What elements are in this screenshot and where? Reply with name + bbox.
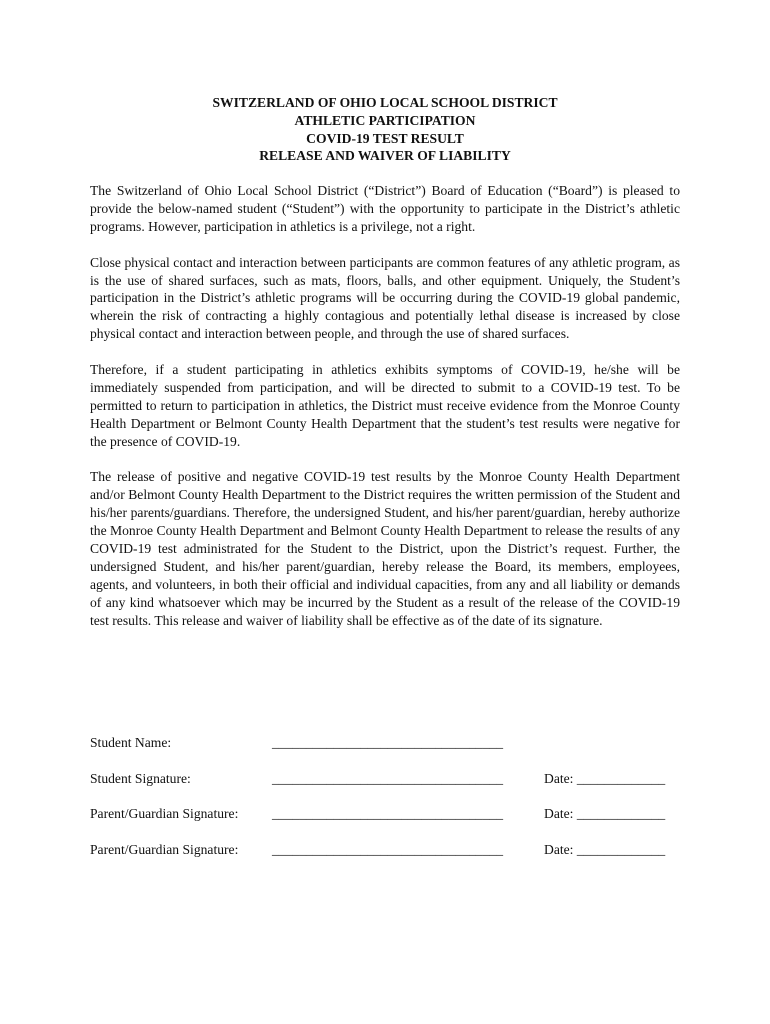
parent-date-1 [544, 806, 665, 822]
date-label: Date: [544, 806, 574, 821]
parent-signature-label-1: Parent/Guardian Signature: [90, 806, 239, 821]
parent-date-field-1[interactable]: _____________ [576, 806, 666, 821]
program-title: ATHLETIC PARTICIPATION [294, 112, 476, 128]
signature-block [90, 735, 680, 877]
document-body [90, 182, 680, 648]
parent-signature-field-2[interactable]: __________________________________ [272, 841, 504, 857]
student-signature-field[interactable]: __________________________________ [272, 770, 504, 786]
student-date [544, 771, 665, 787]
student-name-label: Student Name: [90, 735, 172, 750]
student-signature-label: Student Signature: [90, 770, 191, 786]
date-label: Date: [544, 841, 574, 857]
parent-signature-row-2 [90, 842, 680, 878]
test-title: COVID-19 TEST RESULT [306, 130, 464, 146]
document-header [90, 94, 680, 165]
waiver-title: RELEASE AND WAIVER OF LIABILITY [259, 148, 511, 164]
parent-signature-field-1[interactable]: __________________________________ [272, 806, 504, 821]
student-signature-row [90, 771, 680, 807]
paragraph-contact-risk: Close physical contact and interaction between participants are common features of any athletic program, as is the use of shared surfaces, such as mats, floors, balls, and other equipment. Uniquely, the Student’s participation in the District’s athletic programs will be occurring during the COVID-19 global pandemic, wherein the risk of contracting a highly contagious and potentially lethal disease is increased by close physical contact and interaction between people, and through the use of shared surfaces. [90, 254, 680, 342]
date-label: Date: [544, 770, 574, 786]
paragraph-intro: The Switzerland of Ohio Local School District (“District”) Board of Education (“Board”) is pleased to provide the below-named student (“Student”) with the opportunity to participate in the District’s athletic programs. However, participation in athletics is a privilege, not a right. [90, 183, 680, 234]
student-name-row [90, 735, 680, 771]
student-date-field[interactable]: _____________ [576, 770, 666, 786]
district-title: SWITZERLAND OF OHIO LOCAL SCHOOL DISTRICT [212, 95, 558, 110]
parent-signature-row-1 [90, 806, 680, 842]
student-name-field[interactable]: __________________________________ [272, 735, 504, 750]
parent-date-2 [544, 842, 665, 858]
paragraph-testing: Therefore, if a student participating in athletics exhibits symptoms of COVID-19, he/she will be immediately suspended from participation, and will be directed to submit to a COVID-19 test. To be permitted to return to participation in athletics, the District must receive evidence from the Monroe County Health Department or Belmont County Health Department that the student’s test results were negative for the presence of COVID-19. [90, 362, 680, 449]
paragraph-release: The release of positive and negative COVID-19 test results by the Monroe County Health Department and/or Belmont County Health Department to the District requires the written permission of the Student and his/her parents/guardians. Therefore, the undersigned Student, and his/her parent/guardian, hereby authorize the Monroe County Health Department and Belmont County Health Department to release the results of any COVID-19 test administrated for the Student to the District, upon the District’s request. Further, the undersigned Student, and his/her parent/guardian, hereby release the Board, its members, employees, agents, and volunteers, in both their official and individual capacities, from any and all liability or demands of any kind whatsoever which may be incurred by the Student as a result of the release of the COVID-19 test results. This release and waiver of liability shall be effective as of the date of its signature. [90, 469, 680, 628]
parent-date-field-2[interactable]: _____________ [576, 841, 666, 857]
parent-signature-label-2: Parent/Guardian Signature: [90, 841, 239, 857]
